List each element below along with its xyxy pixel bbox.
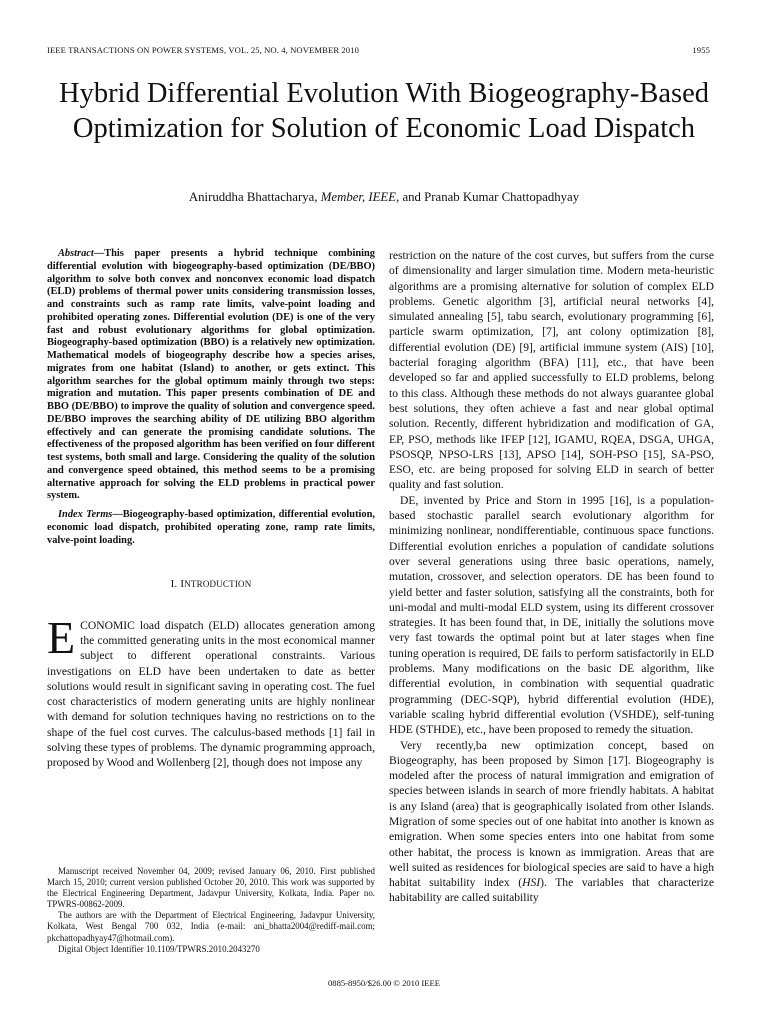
footnote-affiliation: The authors are with the Department of Electrical Engineering, Jadavpur University, Kolkata, West Bengal 700 032, India (e-mail: ani_bhatta2004@rediff-mail.com; pkchattopadhyay47@hotmail.com). — [47, 910, 375, 943]
body-paragraph-text: Very recently,ba new optimization concept, based on Biogeography, has been proposed by Simon [17]. Biogeography is modeled after the process of natural immigration and emigration of species between islands in search of more friendly habitats. A habitat is any Island (area) that is geographically isolated from other Islands. Migration of some species out of one habitat into another is known as emigration. When some species enters into one habitat from some other habitat, the process is known as immigration. Areas that are well suited as residences for biological species are said to have a high habitat suitability index ( — [389, 738, 714, 890]
journal-line: IEEE TRANSACTIONS ON POWER SYSTEMS, VOL. 25, NO. 4, NOVEMBER 2010 — [47, 45, 359, 55]
section-heading — [47, 577, 375, 591]
copyright-footer: 0885-8950/$26.00 © 2010 IEEE — [327, 978, 441, 988]
abstract-label: Abstract — [58, 248, 94, 259]
abstract-text: —This paper presents a hybrid technique combining differential evolution with biogeography-based optimization (DE/BBO) algorithm to solve both convex and nonconvex economic load dispatch (ELD) problems of thermal power units considering transmission losses, and constraints such as ramp rate limits, valve-point loading and prohibited operating zones. Differential evolution (DE) is one of the very fast and robust evolutionary algorithms for global optimization. Biogeography-based optimization (BBO) is a relatively new optimization. Mathematical models of biogeography describe how a species arises, migrates from one habitat (Island) to another, or gets extinct. This algorithm searches for the global optimum mainly through two steps: migration and mutation. This paper presents combination of DE and BBO (DE/BBO) to improve the quality of solution and convergence speed. DE/BBO improves the searching ability of DE utilizing BBO algorithm effectively and can generate the promising candidate solutions. The effectiveness of the proposed algorithm has been verified on four different test systems, both small and large. Considering the quality of the solution and convergence speed obtained, this method seems to be a promising alternative approach for solving the ELD problems in practical power system. — [47, 248, 375, 502]
abstract — [47, 248, 375, 503]
footnote-block — [47, 866, 375, 955]
intro-paragraph — [47, 611, 375, 771]
body-paragraph — [389, 738, 714, 906]
author-1-role: Member, IEEE, — [320, 190, 400, 204]
author-line — [0, 190, 768, 205]
author-1: Aniruddha Bhattacharya, — [188, 190, 318, 204]
footnote-manuscript: Manuscript received November 04, 2009; revised January 06, 2010. First published March 15, 2010; current version published October 20, 2010. This work was supported by the Electrical Engineering Department, Jadavpur University, Kolkata, India. Paper no. TPWRS-00862-2009. — [47, 866, 375, 910]
page-number: 1955 — [692, 45, 710, 55]
section-title-rest: NTRODUCTION — [184, 579, 252, 590]
author-conjunction: and — [402, 190, 421, 204]
index-terms — [47, 509, 375, 547]
footnote-doi: Digital Object Identifier 10.1109/TPWRS.2010.2043270 — [58, 943, 260, 954]
body-paragraph: DE, invented by Price and Storn in 1995 [16], is a population-based stochastic parallel search evolutionary algorithm for minimizing nonlinear, nondifferentiable, continuous space functions. Differential evolution enriches a population of candidate solutions over several generations using three basic operations, namely, mutation, crossover, and selection operators. DE has been found to yield better and faster solution, satisfying all the constraints, both for uni-modal and multi-modal ELD system, using its different crossover strategies. It has been found that, in DE, initially the solutions move very fast towards the optimal point but at later stages when fine tuning operation is required, DE fails to perform satisfactorily in ELD problems. Many modifications on the basic DE algorithm, like differential evolution, in combination with sequential quadratic programming (DEC-SQP), hybrid differential evolution (HDE), variable scaling hybrid differential evolution (VSHDE), self-tuning HDE (STHDE), etc., have been proposed to remedy the situation. — [389, 493, 714, 737]
index-terms-text: —Biogeography-based optimization, differential evolution, economic load dispatch, prohibited operating zone, ramp rate limits, valve-point loading. — [47, 509, 375, 546]
section-title-initial: I — [180, 578, 185, 591]
index-terms-label: Index Terms — [58, 509, 113, 520]
intro-first-word: CONOMIC — [80, 618, 135, 632]
left-column — [47, 248, 375, 771]
drop-cap: E — [47, 611, 76, 663]
right-column — [389, 248, 714, 906]
section-number: I. — [170, 578, 178, 591]
hsi-term: HSI — [522, 876, 541, 890]
body-paragraph-tail: ). The variables that characterize habitability are called suitability — [389, 876, 714, 905]
author-2: Pranab Kumar Chattopadhyay — [424, 190, 580, 204]
intro-text: load dispatch (ELD) allocates generation among the committed generating units in the most economical manner subject to different operational constraints. Various investigations on ELD have been undertaken to date as better solutions would result in significant saving in operating cost. The fuel cost characteristics of modern generating units are highly nonlinear with demand for solution techniques having no restrictions on to the shape of the fuel cost curves. The calculus-based methods [1] fail in solving these types of problems. The dynamic programming approach, proposed by Wood and Wollenberg [2], though does not impose any — [47, 618, 375, 770]
body-paragraph: restriction on the nature of the cost curves, but suffers from the curse of dimensionality and larger simulation time. Modern meta-heuristic algorithms are a promising alternative for solution of complex ELD problems. Genetic algorithm [3], artificial neural networks [4], simulated annealing [5], tabu search, evolutionary programming [6], particle swarm optimization, [7], ant colony optimization [8], differential evolution (DE) [9], artificial immune system (AIS) [10], bacterial foraging algorithm (BFA) [11], etc., that have been developed so far and applied successfully to ELD problems, belong to this class. Although these methods do not always guarantee global best solutions, they often achieve a fast and near global optimal solution. Recently, different hybridization and modification of GA, EP, PSO, methods like IFEP [12], IGAMU, RQEA, DSGA, UHGA, PSOSQP, NPSO-LRS [13], APSO [14], SOH-PSO [15], SA-PSO, ESO, etc. are being proposed for solving ELD in search of better quality and fast solution. — [389, 249, 714, 492]
paper-title: Hybrid Differential Evolution With Biogeography-Based Optimization for Solution of Economic Load Dispatch — [58, 78, 709, 144]
